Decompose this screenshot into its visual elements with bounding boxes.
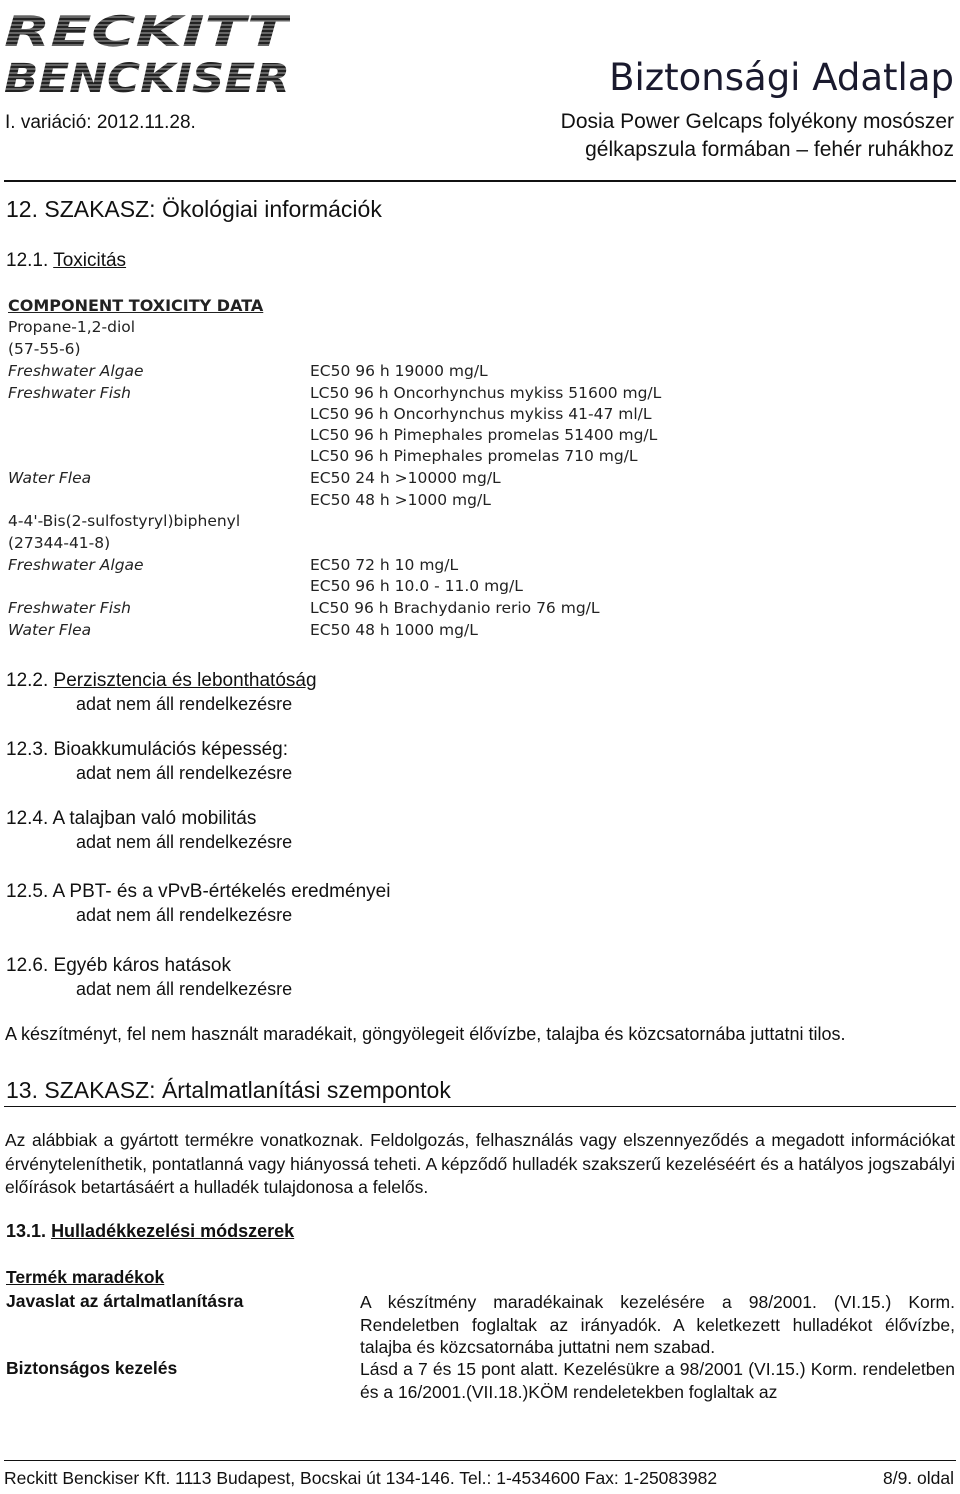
- product-name-line1: Dosia Power Gelcaps folyékony mosószer: [560, 110, 954, 133]
- toxicity-value: LC50 96 h Pimephales promelas 710 mg/L: [310, 447, 638, 465]
- footer-company-info: Reckitt Benckiser Kft. 1113 Budapest, Bocskai út 134-146. Tel.: 1-4534600 Fax: 1-25083982: [4, 1468, 718, 1488]
- subsection-title: Egyéb káros hatások: [53, 955, 231, 976]
- subsection-text: adat nem áll rendelkezésre: [76, 763, 293, 783]
- subsection-number: 12.3.: [6, 739, 49, 760]
- toxicity-header: COMPONENT TOXICITY DATA: [8, 296, 264, 315]
- disposal-recommendation-label: Javaslat az ártalmatlanításra: [6, 1291, 244, 1311]
- organism-label: Freshwater Fish: [8, 384, 131, 402]
- product-name-line2: gélkapszula formában – fehér ruhákhoz: [585, 138, 954, 161]
- subsection-13-1: [6, 1221, 294, 1242]
- toxicity-value: EC50 96 h 19000 mg/L: [310, 362, 488, 380]
- subsection-number: 12.2.: [6, 670, 49, 691]
- subsection-text: adat nem áll rendelkezésre: [76, 832, 293, 852]
- component-cas: (27344-41-8): [8, 534, 111, 552]
- toxicity-value: EC50 96 h 10.0 - 11.0 mg/L: [310, 577, 523, 595]
- subsection-12-2: [6, 670, 317, 692]
- footer-divider: [4, 1460, 956, 1461]
- toxicity-value: EC50 48 h 1000 mg/L: [310, 621, 478, 639]
- subsection-title: Perzisztencia és lebonthatóság: [53, 670, 317, 691]
- component-cas: (57-55-6): [8, 340, 81, 358]
- company-logo: [4, 6, 290, 98]
- svg-text:RECKITT: RECKITT: [4, 7, 290, 56]
- toxicity-value: LC50 96 h Oncorhynchus mykiss 51600 mg/L: [310, 384, 662, 402]
- logo-graphic: [4, 6, 290, 98]
- toxicity-value: EC50 72 h 10 mg/L: [310, 556, 459, 574]
- product-residue-label: Termék maradékok: [6, 1267, 165, 1287]
- section-12-heading: 12. SZAKASZ: Ökológiai információk: [6, 196, 382, 222]
- toxicity-value: LC50 96 h Pimephales promelas 51400 mg/L: [310, 426, 658, 444]
- subsection-12-5: [6, 881, 390, 903]
- safe-handling-value: Lásd a 7 és 15 pont alatt. Kezelésükre a 98/2001 (VI.15.) Korm. rendeletben és a 16/2001.(VII.18.)KÖM rendeletekben foglaltak az: [360, 1359, 955, 1402]
- subsection-title: A talajban való mobilitás: [52, 808, 257, 829]
- subsection-number: 13.1.: [6, 1221, 47, 1241]
- subsection-number: 12.4.: [6, 808, 49, 829]
- disposal-recommendation-value: A készítmény maradékainak kezelésére a 98/2001. (VI.15.) Korm. Rendeletben foglaltak az irányadók. A keletkezett hulladékot élővízbe, talajba és közcsatornába juttatni nem szabad.: [360, 1292, 955, 1357]
- subsection-title: A PBT- és a vPvB-értékelés eredményei: [52, 881, 391, 902]
- organism-label: Freshwater Fish: [8, 599, 131, 617]
- toxicity-value: EC50 48 h >1000 mg/L: [310, 491, 491, 509]
- organism-label: Freshwater Algae: [8, 556, 144, 574]
- organism-label: Water Flea: [8, 469, 92, 487]
- disposal-warning: A készítményt, fel nem használt maradékait, göngyölegeit élővízbe, talajba és közcsatornába juttatni tilos.: [5, 1024, 846, 1044]
- subsection-12-4: [6, 808, 256, 830]
- subsection-number: 12.1.: [6, 250, 49, 271]
- subsection-number: 12.5.: [6, 881, 49, 902]
- toxicity-value: EC50 24 h >10000 mg/L: [310, 469, 501, 487]
- subsection-number: 12.6.: [6, 955, 49, 976]
- component-name: 4-4'-Bis(2-sulfostyryl)biphenyl: [8, 512, 241, 530]
- toxicity-value: LC50 96 h Oncorhynchus mykiss 41-47 ml/L: [310, 405, 652, 423]
- section-13-heading: 13. SZAKASZ: Ártalmatlanítási szempontok: [6, 1077, 451, 1103]
- page-number: 8/9. oldal: [882, 1468, 954, 1488]
- organism-label: Freshwater Algae: [8, 362, 144, 380]
- subsection-text: adat nem áll rendelkezésre: [76, 979, 293, 999]
- subsection-title: Bioakkumulációs képesség:: [53, 739, 289, 760]
- svg-text:BENCKISER: BENCKISER: [4, 56, 290, 98]
- safe-handling-label: Biztonságos kezelés: [6, 1358, 178, 1378]
- toxicity-value: LC50 96 h Brachydanio rerio 76 mg/L: [310, 599, 600, 617]
- header-divider: [4, 180, 956, 182]
- subsection-title: Toxicitás: [53, 250, 127, 271]
- subsection-12-1: [6, 250, 126, 272]
- subsection-12-6: [6, 955, 231, 977]
- subsection-text: adat nem áll rendelkezésre: [76, 905, 293, 925]
- subsection-title: Hulladékkezelési módszerek: [51, 1221, 295, 1241]
- version-date: I. variáció: 2012.11.28.: [5, 112, 196, 133]
- component-name: Propane-1,2-diol: [8, 318, 136, 336]
- organism-label: Water Flea: [8, 621, 92, 639]
- section-divider: [4, 1106, 956, 1107]
- section-13-intro: Az alábbiak a gyártott termékre vonatkoznak. Feldolgozás, felhasználás vagy elszennyeződés a megadott információkat érvényteleníthetik, pontatlanná vagy hiányossá teheti. A képződő hulladék szakszerű kezeléséért és a hatályos jogszabályi előírások betartásáért a hulladék tulajdonosa a felelős.: [5, 1130, 955, 1197]
- document-title: Biztonsági Adatlap: [609, 56, 954, 99]
- subsection-text: adat nem áll rendelkezésre: [76, 694, 293, 714]
- subsection-12-3: [6, 739, 288, 761]
